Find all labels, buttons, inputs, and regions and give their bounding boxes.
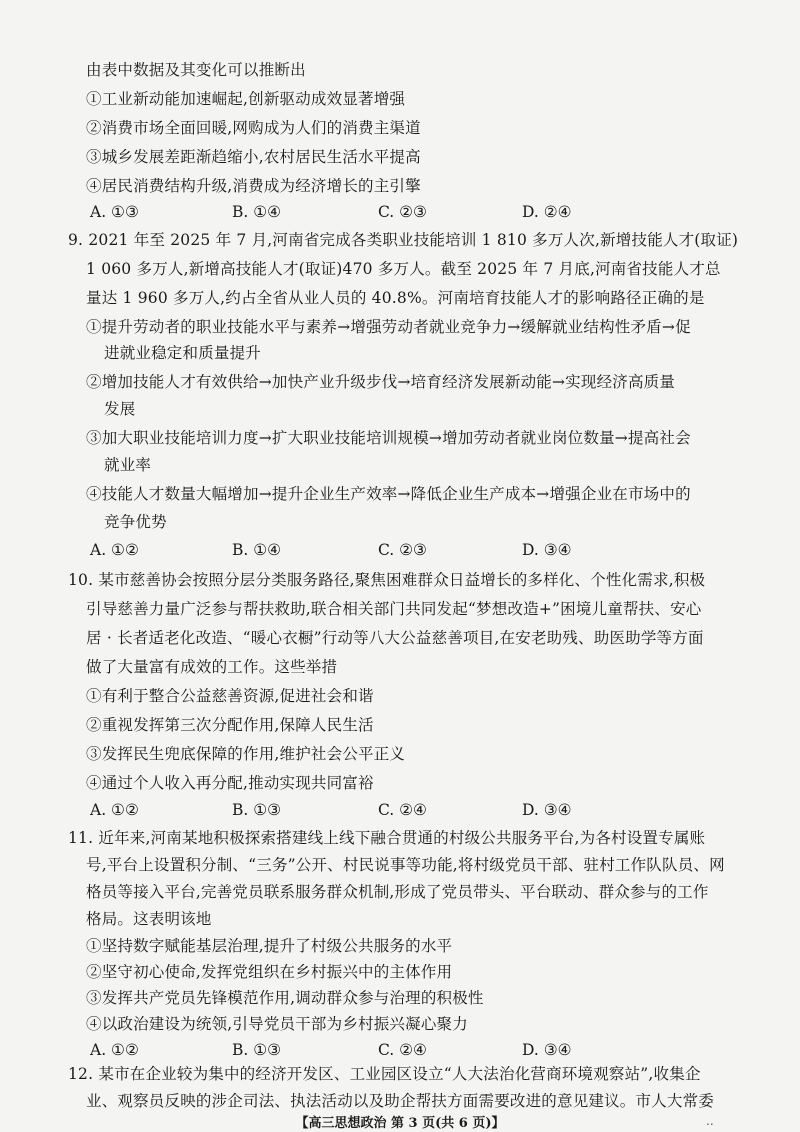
q8-option-c: C. ②③ (378, 203, 427, 221)
q9-item-2b: 发展 (104, 400, 136, 418)
q10-option-d: D. ③④ (522, 801, 572, 819)
q11-item-3: ③发挥共产党员先锋模范作用,调动群众参与治理的积极性 (86, 989, 484, 1007)
q12-stem-line-1: 12. 某市在企业较为集中的经济开发区、工业园区设立“人大法治化营商环境观察站”,收集企 (68, 1065, 701, 1083)
q8-option-b: B. ①④ (232, 203, 282, 221)
q9-item-3a: ③加大职业技能培训力度→扩大职业技能培训规模→增加劳动者就业岗位数量→提高社会 (86, 429, 691, 447)
q9-item-1a: ①提升劳动者的职业技能水平与素养→增强劳动者就业竞争力→缓解就业结构性矛盾→促 (86, 318, 691, 336)
q9-item-4b: 竞争优势 (104, 513, 167, 531)
q9-option-b: B. ①④ (232, 541, 282, 559)
q9-item-1b: 进就业稳定和质量提升 (104, 344, 262, 362)
q10-item-2: ②重视发挥第三次分配作用,保障人民生活 (86, 716, 374, 734)
q9-option-c: C. ②③ (378, 541, 427, 559)
q10-stem-line-4: 做了大量富有成效的工作。这些举措 (86, 658, 338, 676)
q8-item-4: ④居民消费结构升级,消费成为经济增长的主引擎 (86, 177, 421, 195)
q11-stem-line-1: 11. 近年来,河南某地积极探索搭建线上线下融合贯通的村级公共服务平台,为各村设置专属账 (68, 829, 706, 847)
q11-option-d: D. ③④ (522, 1041, 572, 1059)
q9-stem-line-2: 1 060 多万人,新增高技能人才(取证)470 多万人。截至 2025 年 7 月底,河南省技能人才总 (86, 260, 721, 278)
q11-option-a: A. ①② (90, 1041, 139, 1059)
q11-item-1: ①坚持数字赋能基层治理,提升了村级公共服务的水平 (86, 937, 453, 955)
q10-stem-line-2: 引导慈善力量广泛参与帮扶救助,联合相关部门共同发起“梦想改造+”困境儿童帮扶、安心 (86, 600, 702, 618)
q10-item-3: ③发挥民生兜底保障的作用,维护社会公平正义 (86, 745, 406, 763)
q11-option-b: B. ①③ (232, 1041, 282, 1059)
q8-item-3: ③城乡发展差距渐趋缩小,农村居民生活水平提高 (86, 148, 421, 166)
q8-stem: 由表中数据及其变化可以推断出 (86, 61, 306, 79)
q10-stem-line-3: 居 · 长者适老化改造、“暖心衣橱”行动等八大公益慈善项目,在安老助残、助医助学等方面 (86, 629, 704, 647)
q9-option-a: A. ①② (90, 541, 139, 559)
q10-option-c: C. ②④ (378, 801, 427, 819)
q11-stem-line-2: 号,平台上设置积分制、“三务”公开、村民说事等功能,将村级党员干部、驻村工作队队员、网 (86, 856, 725, 874)
page-footer: 【高三思想政治 第 3 页(共 6 页)】 (295, 1116, 505, 1131)
footer-mark: .. (706, 1114, 714, 1128)
q9-option-d: D. ③④ (522, 541, 572, 559)
q12-stem-line-2: 业、观察员反映的涉企司法、执法活动以及助企帮扶方面需要改进的意见建议。市人大常委 (86, 1092, 715, 1110)
q10-item-1: ①有利于整合公益慈善资源,促进社会和谐 (86, 687, 374, 705)
q8-item-1: ①工业新动能加速崛起,创新驱动成效显著增强 (86, 90, 406, 108)
q9-item-3b: 就业率 (104, 456, 152, 474)
q10-option-b: B. ①③ (232, 801, 282, 819)
q8-item-2: ②消费市场全面回暖,网购成为人们的消费主渠道 (86, 119, 421, 137)
q9-stem-line-3: 量达 1 960 多万人,约占全省从业人员的 40.8%。河南培育技能人才的影响路径正确的是 (86, 289, 705, 307)
q9-item-4a: ④技能人才数量大幅增加→提升企业生产效率→降低企业生产成本→增强企业在市场中的 (86, 485, 691, 503)
q11-stem-line-4: 格局。这表明该地 (86, 910, 212, 928)
q11-option-c: C. ②④ (378, 1041, 427, 1059)
q9-stem-line-1: 9. 2021 年至 2025 年 7 月,河南省完成各类职业技能培训 1 810 多万人次,新增技能人才(取证) (68, 231, 739, 249)
q10-option-a: A. ①② (90, 801, 139, 819)
q10-item-4: ④通过个人收入再分配,推动实现共同富裕 (86, 774, 374, 792)
q11-stem-line-3: 格员等接入平台,完善党员联系服务群众机制,形成了党员带头、平台联动、群众参与的工作 (86, 883, 709, 901)
q8-option-d: D. ②④ (522, 203, 572, 221)
q10-stem-line-1: 10. 某市慈善协会按照分层分类服务路径,聚焦困难群众日益增长的多样化、个性化需求,积极 (68, 571, 706, 589)
q11-item-4: ④以政治建设为统领,引导党员干部为乡村振兴凝心聚力 (86, 1015, 468, 1033)
q9-item-2a: ②增加技能人才有效供给→加快产业升级步伐→培育经济发展新动能→实现经济高质量 (86, 373, 676, 391)
q11-item-2: ②坚守初心使命,发挥党组织在乡村振兴中的主体作用 (86, 963, 453, 981)
q8-option-a: A. ①③ (90, 203, 139, 221)
